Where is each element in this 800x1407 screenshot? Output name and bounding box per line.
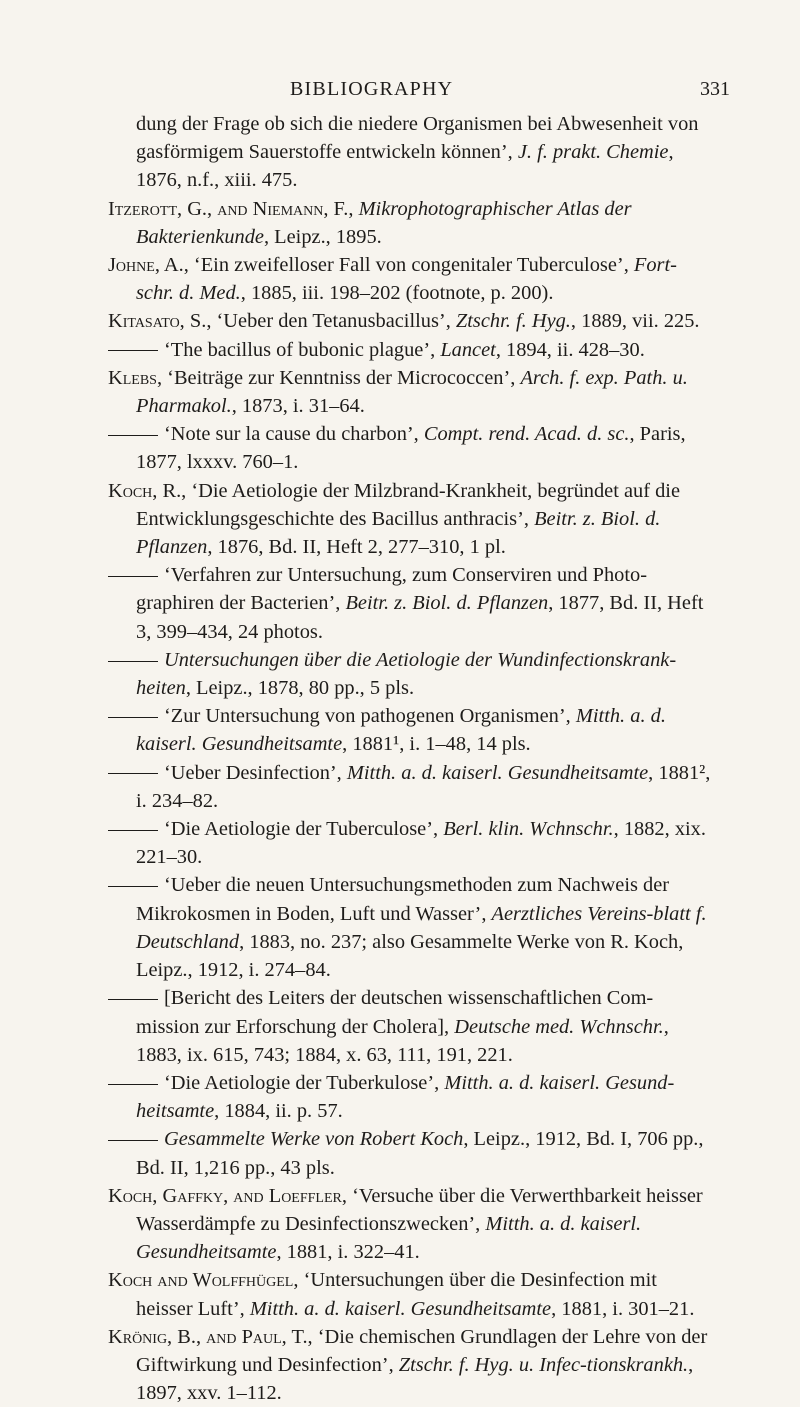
entry-reference: , 1873, i. 31–64.: [231, 395, 365, 418]
entry-title: ‘Die Aetiologie der Tuberculose’,: [164, 818, 444, 841]
entry-journal: Mitth. a. d. kaiserl. Gesundheitsamte: [136, 705, 666, 756]
bibliography-entry: [108, 871, 714, 984]
bibliography-entry: [108, 336, 714, 364]
entry-author: Kitasato, S.,: [108, 310, 217, 333]
bibliography-entry: [108, 477, 714, 562]
bibliography-entry: [108, 1125, 714, 1181]
entry-reference: , Paris, 1877, lxxxv. 760–1.: [136, 423, 686, 474]
ditto-dash: [108, 1140, 158, 1141]
entry-journal: Beitr. z. Biol. d. Pflanzen: [136, 507, 661, 559]
entry-reference: , 1894, ii. 428–30.: [495, 338, 645, 361]
entry-title: dung der Frage ob sich die niedere Organismen bei Abwesenheit von gasförmigem Sauerstoffe entwickeln können’,: [136, 113, 699, 164]
entry-journal: Mitth. a. d. kaiserl. Gesundheitsamte: [346, 761, 649, 784]
entry-reference: , 1881², i. 234–82.: [136, 761, 711, 812]
entry-journal: Mitth. a. d. kaiserl. Gesundheitsamte: [136, 1212, 642, 1264]
running-title: BIBLIOGRAPHY: [290, 78, 454, 100]
bibliography-entry: [108, 1182, 714, 1267]
entry-title: ‘Ueber den Tetanusbacillus’,: [216, 310, 456, 333]
entry-journal: Beitr. z. Biol. d. Pflanzen: [345, 592, 549, 615]
entry-reference: , 1876, Bd. II, Heft 2, 277–310, 1 pl.: [207, 536, 506, 559]
bibliography-entry: [108, 251, 714, 307]
entry-title: ‘Versuche über die Verwerthbarkeit heisser Wasserdämpfe zu Desinfectionszwecken’,: [136, 1184, 703, 1235]
entry-reference: , 1883, ix. 615, 743; 1884, x. 63, 111, 191, 221.: [136, 1015, 669, 1066]
entry-journal: Fort-schr. d. Med.: [136, 254, 677, 305]
ditto-dash: [108, 717, 158, 718]
entry-reference: , 1881, i. 322–41.: [276, 1241, 420, 1264]
entry-title: ‘The bacillus of bubonic plague’,: [164, 338, 441, 361]
running-head: [0, 78, 800, 108]
bibliography-entry: [108, 1266, 714, 1322]
entry-reference: , Leipz., 1878, 80 pp., 5 pls.: [185, 677, 415, 700]
bibliography-entry: [108, 1069, 714, 1125]
entry-journal: Deutsche med. Wchnschr.: [454, 1015, 664, 1038]
bibliography-entry: [108, 759, 714, 815]
ditto-dash: [108, 773, 158, 774]
entry-journal: Ztschr. f. Hyg.: [455, 310, 571, 333]
entry-author: Koch, Gaffky, and Loeffler,: [108, 1184, 353, 1207]
bibliography-entry: [108, 110, 714, 195]
ditto-dash: [108, 886, 158, 887]
entry-journal: Aerztliches Vereins-blatt f. Deutschland: [136, 902, 707, 953]
ditto-dash: [108, 350, 158, 351]
bibliography-entry: [108, 307, 714, 335]
entry-reference: , 1884, ii. p. 57.: [214, 1100, 343, 1123]
ditto-dash: [108, 999, 158, 1000]
entry-title: ‘Ueber Desinfection’,: [164, 761, 347, 784]
entry-journal: Lancet: [440, 338, 496, 361]
entry-title: [Bericht des Leiters der deutschen wissenschaftlichen Com-mission zur Erforschung der Cholera],: [136, 987, 654, 1038]
ditto-dash: [108, 1084, 158, 1085]
ditto-dash: [108, 661, 158, 662]
entry-journal: Ztschr. f. Hyg. u. Infec-tionskrankh.: [398, 1353, 689, 1376]
entry-title: ‘Zur Untersuchung von pathogenen Organismen’,: [164, 705, 576, 728]
entry-author: Klebs,: [108, 366, 168, 389]
entry-reference: , 1883, no. 237; also Gesammelte Werke von R. Koch, Leipz., 1912, i. 274–84.: [136, 930, 684, 982]
bibliography-entry: [108, 561, 714, 646]
entry-title: ‘Verfahren zur Untersuchung, zum Conserviren und Photo-graphiren der Bacterien’,: [136, 564, 648, 615]
entry-title: ‘Note sur la cause du charbon’,: [164, 423, 424, 446]
ditto-dash: [108, 435, 158, 436]
entry-journal: Arch. f. exp. Path. u. Pharmakol.: [136, 366, 688, 418]
entry-journal: Berl. klin. Wchnschr.: [443, 818, 614, 841]
entry-title: ‘Ein zweifelloser Fall von congenitaler Tuberculose’,: [193, 254, 634, 277]
entry-journal: Mikrophotographischer Atlas der Bakterienkunde: [136, 197, 632, 248]
entry-reference: , 1876, n.f., xiii. 475.: [136, 141, 674, 192]
entry-journal: Gesammelte Werke von Robert Koch: [164, 1128, 464, 1151]
entry-reference: , 1889, vii. 225.: [570, 310, 700, 333]
entry-title: ‘Die Aetiologie der Milzbrand-Krankheit, begründet auf die Entwicklungsgeschichte des Bacillus anthracis’,: [136, 479, 681, 530]
ditto-dash: [108, 576, 158, 577]
entry-reference: , 1881¹, i. 1–48, 14 pls.: [342, 733, 531, 756]
entry-journal: J. f. prakt. Chemie: [517, 141, 669, 164]
entry-reference: , Leipz., 1895.: [263, 225, 382, 248]
entry-reference: , 1885, iii. 198–202 (footnote, p. 200).: [240, 282, 554, 305]
entry-journal: Mitth. a. d. kaiserl. Gesund-heitsamte: [136, 1071, 675, 1123]
bibliography-entry: [108, 984, 714, 1069]
entry-title: ‘Ueber die neuen Untersuchungsmethoden zum Nachweis der Mikrokosmen in Boden, Luft und Wasser’,: [136, 874, 670, 925]
bibliography-entry: [108, 646, 714, 702]
page-number: 331: [700, 78, 730, 100]
entry-reference: , Leipz., 1912, Bd. I, 706 pp., Bd. II, 1,216 pp., 43 pls.: [136, 1128, 704, 1179]
entry-title: ‘Die Aetiologie der Tuberkulose’,: [164, 1071, 445, 1094]
entry-author: Koch, R.,: [108, 479, 192, 502]
entry-journal: Compt. rend. Acad. d. sc.: [423, 423, 630, 446]
entry-title: ‘Beiträge zur Kenntniss der Micrococcen’,: [167, 366, 521, 389]
entry-reference: , 1881, i. 301–21.: [551, 1297, 695, 1320]
bibliography-entry: [108, 364, 714, 420]
entry-journal: Untersuchungen über die Aetiologie der Wundinfectionskrank-heiten: [136, 648, 677, 700]
entry-author: Itzerott, G., and Niemann, F.,: [108, 197, 359, 220]
entry-reference: , 1877, Bd. II, Heft 3, 399–434, 24 photos.: [136, 592, 704, 643]
bibliography-entries: [108, 110, 714, 1407]
entry-reference: , 1897, xxv. 1–112.: [136, 1353, 694, 1405]
bibliography-entry: [108, 420, 714, 476]
bibliography-entry: [108, 195, 714, 251]
entry-author: Koch and Wolffhügel,: [108, 1269, 304, 1292]
bibliography-entry: [108, 1323, 714, 1407]
entry-reference: , 1882, xix. 221–30.: [136, 818, 706, 869]
bibliography-entry: [108, 815, 714, 871]
bibliography-entry: [108, 702, 714, 758]
entry-author: Johne, A.,: [108, 254, 194, 277]
entry-title: ‘Die chemischen Grundlagen der Lehre von der Giftwirkung und Desinfection’,: [136, 1325, 708, 1376]
entry-title: ‘Untersuchungen über die Desinfection mit heisser Luft’,: [136, 1269, 657, 1320]
entry-journal: Mitth. a. d. kaiserl. Gesundheitsamte: [249, 1297, 552, 1320]
ditto-dash: [108, 830, 158, 831]
entry-author: Krönig, B., and Paul, T.,: [108, 1325, 318, 1348]
